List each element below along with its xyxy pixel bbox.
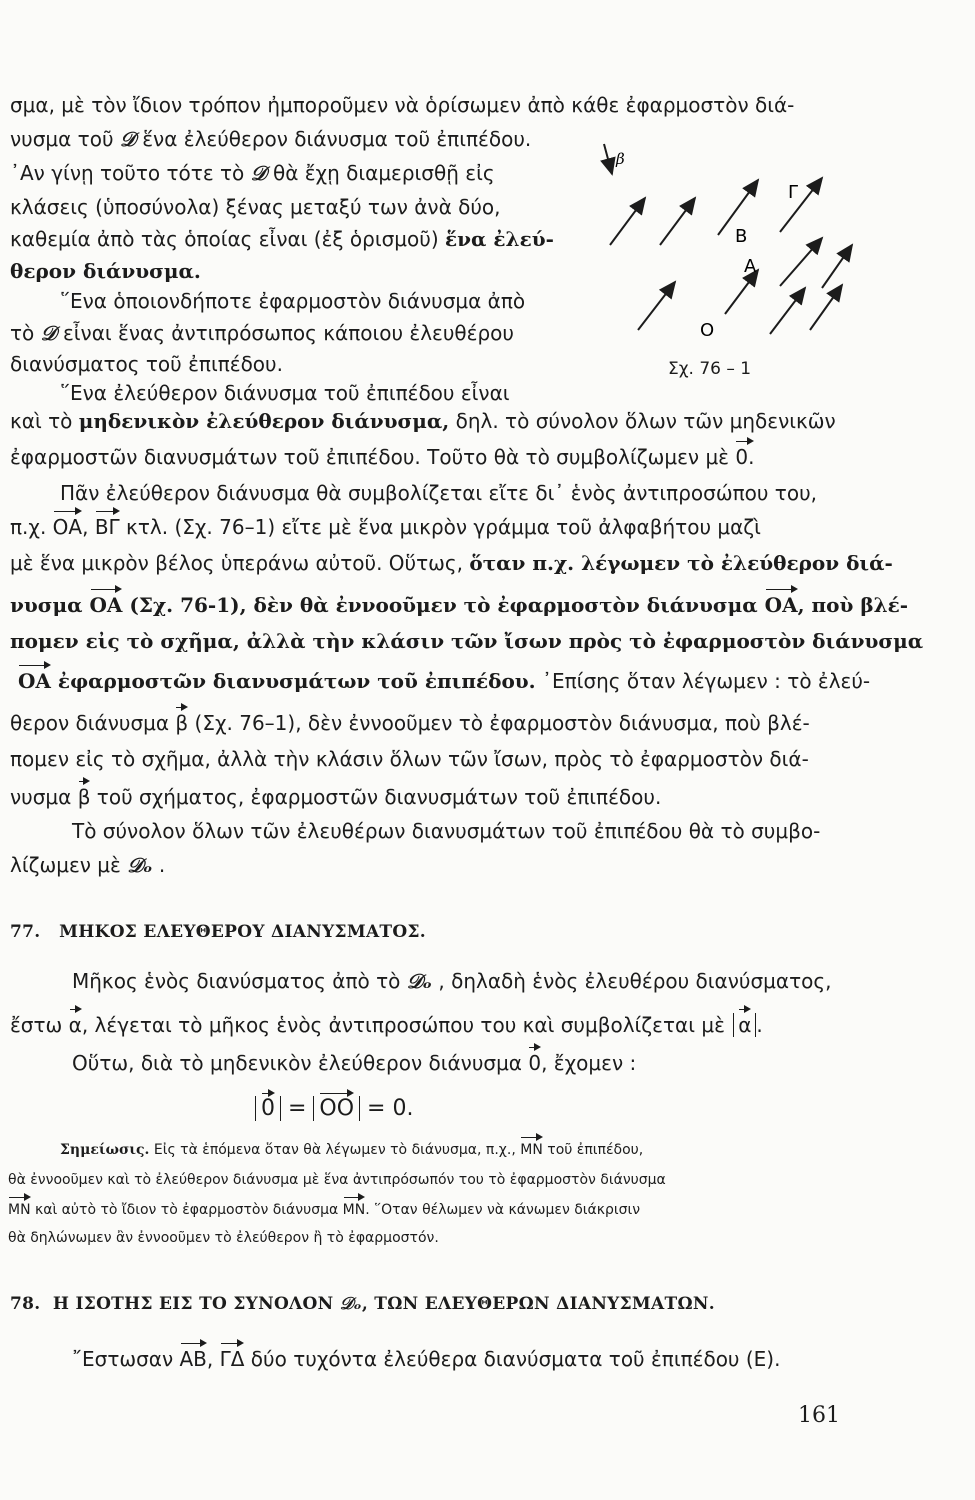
text-line: Μῆκος ἑνὸς διανύσματος ἀπὸ τὸ 𝒟ₒ , δηλαδὴ ἑνὸς ἐλευθέρου διανύσματος, bbox=[72, 969, 832, 993]
arrow bbox=[770, 288, 805, 334]
text-line: ΟΑ ἐφαρμοστῶν διανυσμάτων τοῦ ἐπιπέδου. ᾿Επίσης ὅταν λέγωμεν : τὸ ἐλεύ- bbox=[18, 669, 871, 693]
text-line: θερον διάνυσμα. bbox=[10, 259, 201, 283]
note-line: ΜΝ καὶ αὐτὸ τὸ ἴδιον τὸ ἐφαρμοστὸν διάνυσμα ΜΝ. ῞Οταν θέλωμεν νὰ κάνωμεν διάκρισιν bbox=[8, 1202, 641, 1218]
arrow bbox=[610, 198, 645, 245]
page-number: 161 bbox=[798, 1403, 840, 1428]
text-line: πομεν εἰς τὸ σχῆμα, ἀλλὰ τὴν κλάσιν τῶν ἴσων πρὸς τὸ ἐφαρμοστὸν διάνυσμα bbox=[10, 629, 924, 653]
text-line: μὲ ἕνα μικρὸν βέλος ὑπεράνω αὐτοῦ. Οὕτως, ὅταν π.χ. λέγωμεν τὸ ἐλεύθερον διά- bbox=[10, 551, 893, 575]
text-line: νυσμα β τοῦ σχήματος, ἐφαρμοστῶν διανυσμάτων τοῦ ἐπιπέδου. bbox=[10, 785, 662, 809]
text-line: ῞Ενα ἐλεύθερον διάνυσμα τοῦ ἐπιπέδου εἶναι bbox=[60, 381, 510, 405]
text-line: ἔστω α, λέγεται τὸ μῆκος ἑνὸς ἀντιπροσώπου του καὶ συμβολίζεται μὲ α . bbox=[10, 1013, 763, 1037]
text-line: Οὕτω, διὰ τὸ μηδενικὸν ἐλεύθερον διάνυσμα 0, ἔχομεν : bbox=[72, 1051, 637, 1075]
vector-beta: β bbox=[77, 785, 91, 809]
text-line: νυσμα τοῦ 𝒟 ἕνα ἐλεύθερον διάνυσμα τοῦ ἐπιπέδου. bbox=[10, 127, 532, 151]
text-line: ἐφαρμοστῶν διανυσμάτων τοῦ ἐπιπέδου. Τοῦτο θὰ τὸ συμβολίζωμεν μὲ 0. bbox=[10, 445, 755, 469]
vector-oa: ΟΑ bbox=[764, 593, 798, 617]
figure-label-o: Ο bbox=[700, 320, 715, 341]
arrow bbox=[780, 238, 822, 286]
vector-mn: ΜΝ bbox=[520, 1142, 543, 1158]
text-line: τὸ 𝒟 εἶναι ἕνας ἀντιπρόσωπος κάποιου ἐλευθέρου bbox=[10, 321, 514, 345]
text-line: σμα, μὲ τὸν ἴδιον τρόπον ἠμποροῦμεν νὰ ὁρίσωμεν ἀπὸ κάθε ἐφαρμοστὸν διά- bbox=[10, 93, 795, 117]
text-line: π.χ. ΟΑ, ΒΓ κτλ. (Σχ. 76–1) εἴτε μὲ ἕνα μικρὸν γράμμα τοῦ ἀλφαβήτου μαζὶ bbox=[10, 515, 761, 539]
figure-label-a: Α bbox=[744, 256, 757, 277]
script-d-symbol: 𝒟 bbox=[250, 161, 267, 185]
figure-label-b: Β bbox=[735, 226, 748, 247]
text-line: νυσμα ΟΑ (Σχ. 76-1), δὲν θὰ ἐννοοῦμεν τὸ ἐφαρμοστὸν διάνυσμα ΟΑ, ποὺ βλέ- bbox=[10, 593, 909, 617]
arrow-beta bbox=[604, 144, 612, 174]
arrow bbox=[638, 282, 675, 330]
text-line: καθεμία ἀπὸ τὰς ὁποίας εἶναι (ἐξ ὁρισμοῦ) ἕνα ἐλεύ- bbox=[10, 227, 554, 251]
vector-arrows-diagram bbox=[600, 140, 870, 390]
vector-bg: ΒΓ bbox=[94, 515, 120, 539]
vector-oo: ΟΟ bbox=[319, 1096, 355, 1121]
arrow bbox=[660, 198, 695, 245]
vector-gd: ΓΔ bbox=[219, 1347, 245, 1371]
note-line: θὰ ἐννοοῦμεν καὶ τὸ ἐλεύθερον διάνυσμα μὲ ἕνα ἀντιπρόσωπόν του τὸ ἐφαρμοστὸν διάνυσμα bbox=[8, 1172, 666, 1188]
text-line: Τὸ σύνολον ὅλων τῶν ἐλευθέρων διανυσμάτων τοῦ ἐπιπέδου θὰ τὸ συμβο- bbox=[72, 819, 821, 843]
text-line: κλάσεις (ὑποσύνολα) ξένας μεταξύ των ἀνὰ δύο, bbox=[10, 195, 501, 219]
equation: 0 = ΟΟ = 0. bbox=[255, 1096, 413, 1122]
zero-vector: 0 bbox=[261, 1096, 275, 1121]
vector-alpha: α bbox=[738, 1013, 752, 1037]
figure-label-gamma: Γ bbox=[788, 182, 799, 203]
text-line: διανύσματος τοῦ ἐπιπέδου. bbox=[10, 352, 283, 376]
note-line: Σημείωσις. Εἰς τὰ ἑπόμενα ὅταν θὰ λέγωμεν τὸ διάνυσμα, π.χ., ΜΝ τοῦ ἐπιπέδου, bbox=[60, 1142, 644, 1158]
vector-mn: ΜΝ bbox=[8, 1202, 31, 1218]
vector-oa: ΟΑ bbox=[89, 593, 123, 617]
vector-oa: ΟΑ bbox=[18, 669, 51, 693]
figure-caption: Σχ. 76 – 1 bbox=[668, 359, 752, 379]
script-d-symbol: 𝒟 bbox=[119, 127, 136, 151]
note-line: θὰ δηλώνωμεν ἂν ἐννοοῦμεν τὸ ἐλεύθερον ἢ τὸ ἐφαρμοστόν. bbox=[8, 1230, 439, 1246]
text-line: πομεν εἰς τὸ σχῆμα, ἀλλὰ τὴν κλάσιν ὅλων τῶν ἴσων, πρὸς τὸ ἐφαρμοστὸν διά- bbox=[10, 747, 809, 771]
zero-vector: 0 bbox=[528, 1051, 542, 1075]
section-77-heading: 77. ΜΗΚΟΣ ΕΛΕΥΘΕΡΟΥ ΔΙΑΝΥΣΜΑΤΟΣ. bbox=[10, 922, 427, 942]
script-d0-symbol: 𝒟ₒ bbox=[127, 853, 153, 877]
figure-76-1 bbox=[600, 140, 870, 390]
script-d-symbol: 𝒟 bbox=[40, 321, 57, 345]
arrow bbox=[810, 285, 842, 330]
vector-mn: ΜΝ bbox=[342, 1202, 366, 1218]
text-line: λίζωμεν μὲ 𝒟ₒ . bbox=[10, 853, 166, 877]
text-line: θερον διάνυσμα β (Σχ. 76–1), δὲν ἐννοοῦμεν τὸ ἐφαρμοστὸν διάνυσμα, ποὺ βλέ- bbox=[10, 711, 810, 735]
script-d0-symbol: 𝒟ₒ bbox=[406, 969, 433, 993]
vector-beta: β bbox=[175, 711, 189, 735]
text-line: ῎Εστωσαν ΑΒ, ΓΔ δύο τυχόντα ἐλεύθερα διανύσματα τοῦ ἐπιπέδου (Ε). bbox=[72, 1347, 781, 1371]
vector-ab: ΑΒ bbox=[179, 1347, 207, 1371]
arrow bbox=[822, 245, 852, 288]
text-line: καὶ τὸ μηδενικὸν ἐλεύθερον διάνυσμα, δηλ. τὸ σύνολον ὅλων τῶν μηδενικῶν bbox=[10, 409, 836, 433]
section-78-heading: 78. Η ΙΣΟΤΗΣ ΕΙΣ ΤΟ ΣΥΝΟΛΟΝ 𝒟ₒ, ΤΩΝ ΕΛΕΥΘΕΡΩΝ ΔΙΑΝΥΣΜΑΤΩΝ. bbox=[10, 1294, 715, 1314]
text-line: Πᾶν ἐλεύθερον διάνυσμα θὰ συμβολίζεται εἴτε δι᾽ ἑνὸς ἀντιπροσώπου του, bbox=[60, 481, 817, 505]
text-line: ῞Ενα ὁποιονδήποτε ἐφαρμοστὸν διάνυσμα ἀπὸ bbox=[60, 289, 526, 313]
note-heading: Σημείωσις. bbox=[60, 1142, 150, 1158]
vector-oa: ΟΑ bbox=[52, 515, 83, 539]
zero-vector: 0. bbox=[735, 445, 755, 469]
text-line: ᾿Αν γίνῃ τοῦτο τότε τὸ 𝒟 θὰ ἔχῃ διαμερισθῇ εἰς bbox=[10, 161, 495, 185]
arrow bbox=[780, 178, 822, 232]
vector-alpha: α bbox=[68, 1013, 82, 1037]
script-d0-symbol: 𝒟ₒ bbox=[339, 1294, 362, 1314]
figure-label-beta: β bbox=[616, 150, 625, 168]
